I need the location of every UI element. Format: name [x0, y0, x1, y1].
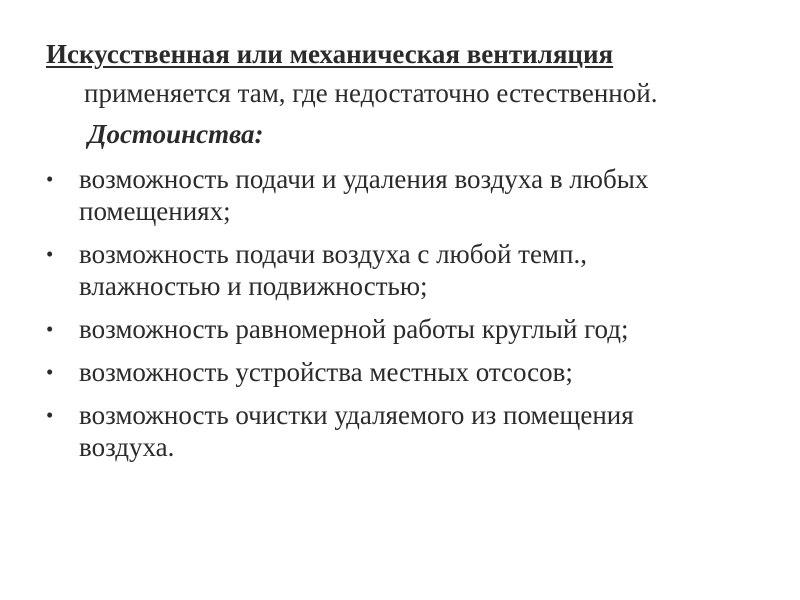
list-item-line: возможность очистки удаляемого из помещения [79, 400, 634, 430]
list-item-line: помещениях; [79, 196, 231, 226]
list-item-line: возможность равномерной работы круглый год; [79, 314, 629, 344]
bullet-icon: • [46, 403, 54, 427]
intro-text: применяется там, где недостаточно естественной. [84, 78, 658, 108]
bullet-icon: • [46, 167, 54, 191]
list-item [46, 356, 746, 388]
list-item [46, 238, 746, 302]
bullet-icon: • [46, 317, 54, 341]
bullet-icon: • [46, 360, 54, 384]
list-item-line: влажностью и подвижностью; [79, 271, 428, 301]
advantages-subheading: Достоинства: [88, 119, 264, 149]
list-item [46, 313, 746, 345]
list-item-line: возможность подачи и удаления воздуха в любых [79, 164, 649, 194]
list-item-line: возможность устройства местных отсосов; [79, 357, 573, 387]
advantages-list [46, 163, 746, 474]
list-item-line: возможность подачи воздуха с любой темп., [79, 239, 587, 269]
list-item [46, 399, 746, 463]
list-item [46, 163, 746, 227]
bullet-icon: • [46, 242, 54, 266]
list-item-line: воздуха. [79, 432, 175, 462]
slide-heading: Искусственная или механическая вентиляция [46, 39, 614, 69]
